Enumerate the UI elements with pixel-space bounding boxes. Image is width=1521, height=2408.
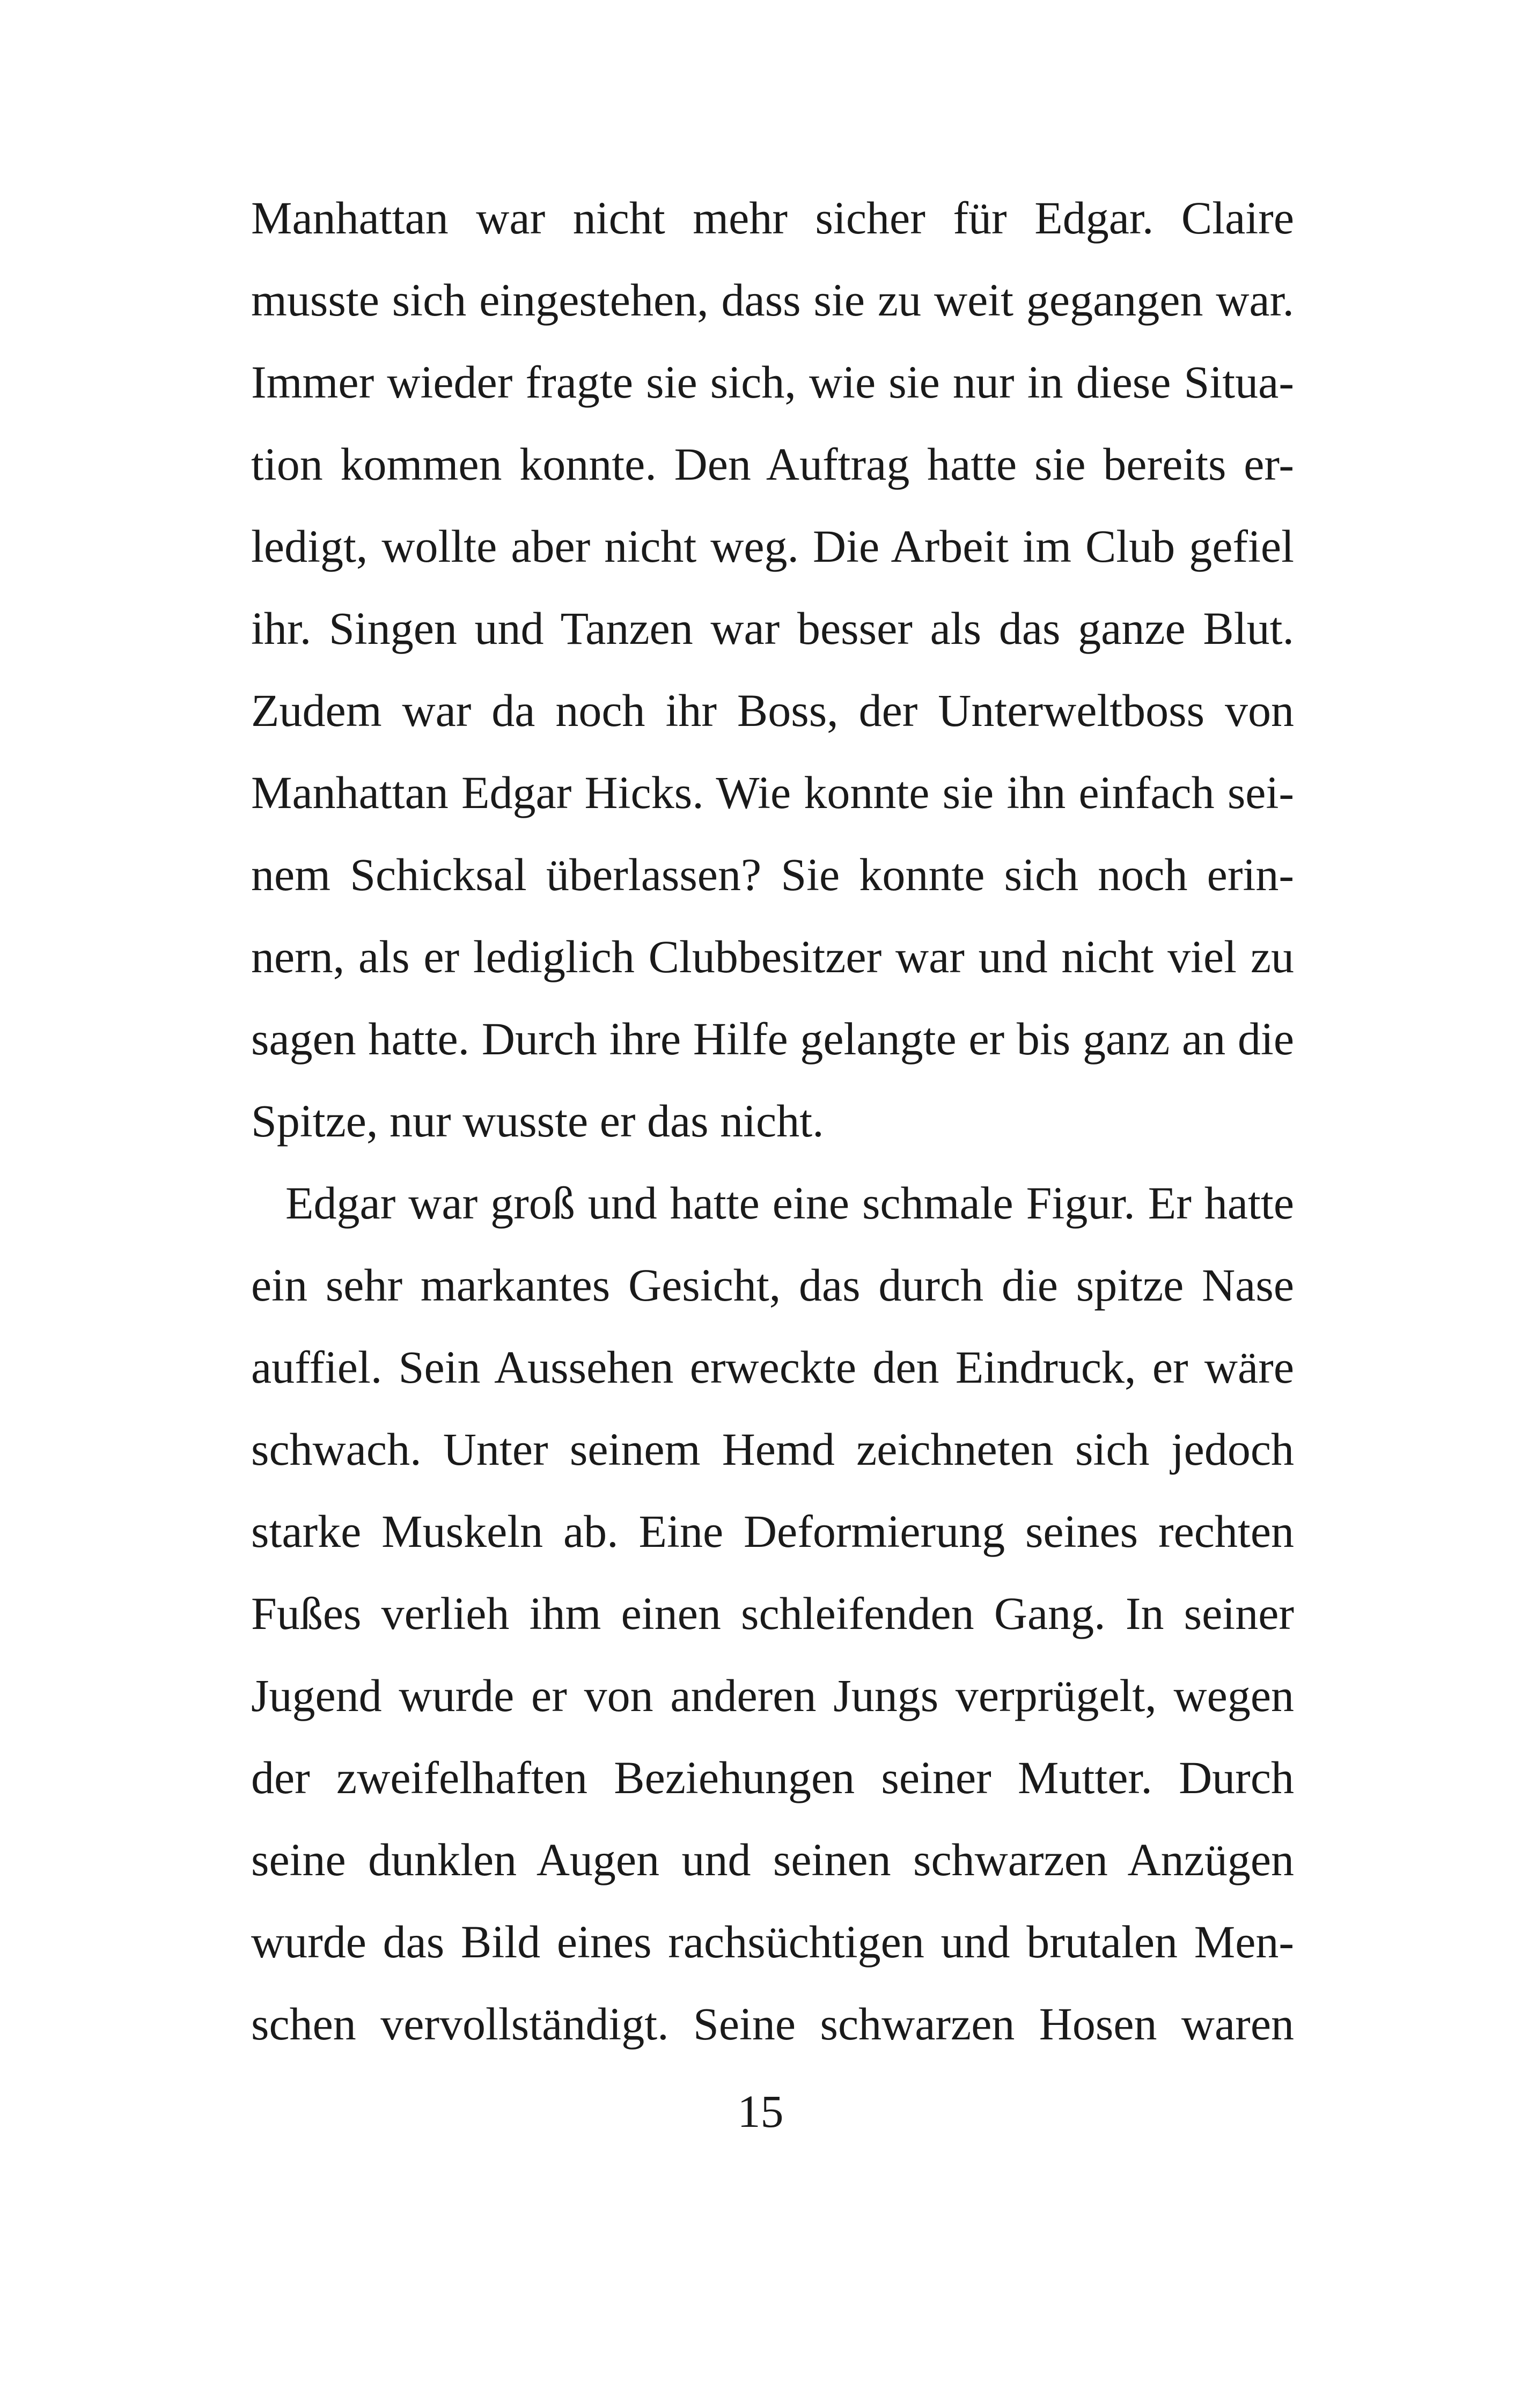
- text-line: nem Schicksal überlassen? Sie konnte sich noch erin-: [251, 849, 1294, 900]
- text-line: der zweifelhaften Beziehungen seiner Mutter. Durch: [251, 1752, 1294, 1803]
- text-line: Manhattan Edgar Hicks. Wie konnte sie ihn einfach sei-: [251, 767, 1294, 818]
- text-line: Spitze, nur wusste er das nicht.: [251, 1095, 824, 1147]
- page-number: 15: [737, 2086, 784, 2137]
- text-line: Jugend wurde er von anderen Jungs verprügelt, wegen: [251, 1670, 1294, 1721]
- text-line: musste sich eingestehen, dass sie zu weit gegangen war.: [251, 274, 1294, 326]
- text-line: nern, als er lediglich Clubbesitzer war und nicht viel zu: [251, 931, 1294, 982]
- text-line: wurde das Bild eines rachsüchtigen und brutalen Men-: [251, 1916, 1294, 1967]
- paragraph-1: [251, 177, 1294, 1162]
- text-line: schwach. Unter seinem Hemd zeichneten sich jedoch: [251, 1423, 1294, 1475]
- text-line: Edgar war groß und hatte eine schmale Figur. Er hatte: [285, 1177, 1294, 1229]
- text-line: Immer wieder fragte sie sich, wie sie nur in diese Situa-: [251, 356, 1294, 408]
- text-line: sagen hatte. Durch ihre Hilfe gelangte er bis ganz an die: [251, 1013, 1294, 1064]
- text-line: starke Muskeln ab. Eine Deformierung seines rechten: [251, 1506, 1294, 1557]
- text-line: schen vervollständigt. Seine schwarzen Hosen waren: [251, 1998, 1294, 2050]
- text-line: Zudem war da noch ihr Boss, der Unterweltboss von: [251, 685, 1294, 736]
- text-line: seine dunklen Augen und seinen schwarzen Anzügen: [251, 1834, 1294, 1885]
- text-line: ein sehr markantes Gesicht, das durch die spitze Nase: [251, 1259, 1294, 1311]
- text-line: auffiel. Sein Aussehen erweckte den Eindruck, er wäre: [251, 1341, 1294, 1393]
- body-text: [251, 177, 1294, 2065]
- text-line: tion kommen konnte. Den Auftrag hatte sie bereits er-: [251, 438, 1294, 490]
- text-line: Manhattan war nicht mehr sicher für Edgar. Claire: [251, 192, 1294, 244]
- text-line: Fußes verlieh ihm einen schleifenden Gang. In seiner: [251, 1588, 1294, 1639]
- text-line: ledigt, wollte aber nicht weg. Die Arbeit im Club gefiel: [251, 520, 1294, 572]
- paragraph-2: [251, 1162, 1294, 2065]
- text-line: ihr. Singen und Tanzen war besser als das ganze Blut.: [251, 603, 1294, 654]
